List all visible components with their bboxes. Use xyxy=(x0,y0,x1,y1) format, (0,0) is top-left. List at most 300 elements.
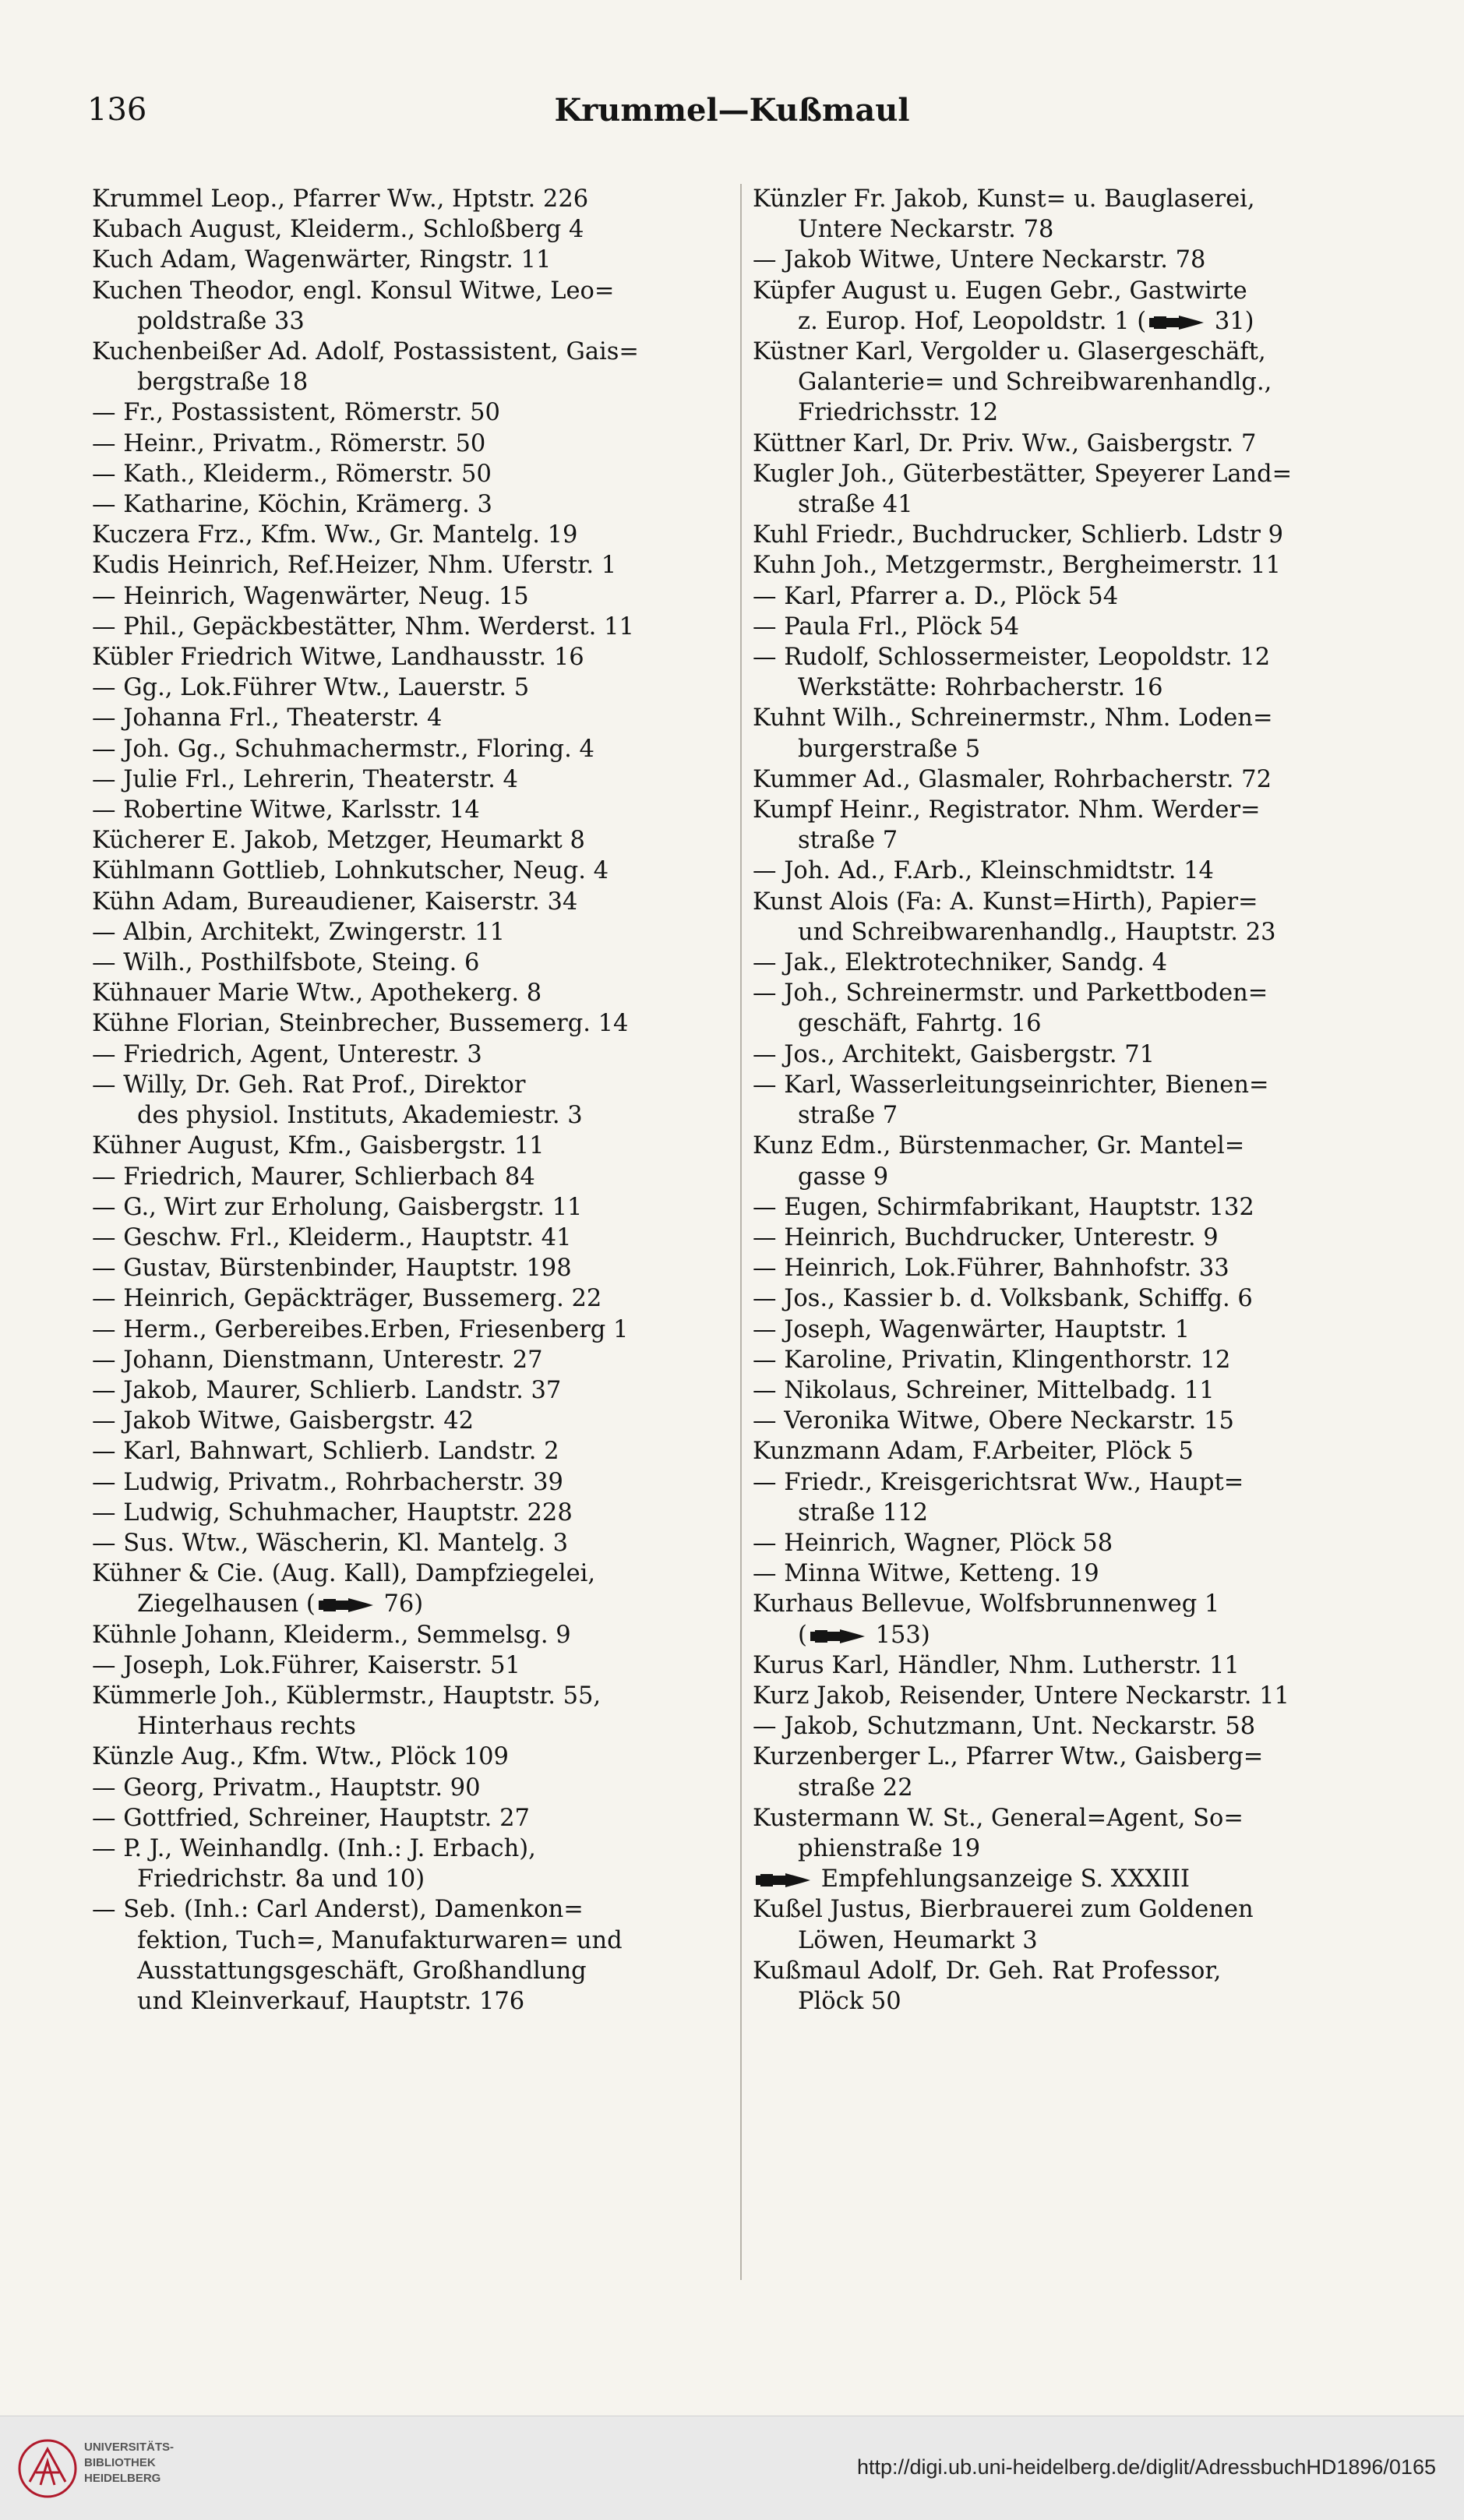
directory-entry xyxy=(92,1162,731,1192)
entry-text: — Fr., Postassistent, Römerstr. 50 xyxy=(92,399,500,427)
left-column xyxy=(92,184,731,2017)
directory-entry xyxy=(92,337,731,397)
entry-line xyxy=(753,1589,1392,1619)
entry-line xyxy=(753,520,1392,550)
entry-line xyxy=(753,1039,1392,1070)
directory-entry xyxy=(92,214,731,245)
entry-line xyxy=(753,1345,1392,1375)
directory-entry xyxy=(92,1558,731,1619)
entry-text: — Karl, Pfarrer a. D., Plöck 54 xyxy=(753,582,1119,610)
entry-text: — G., Wirt zur Erholung, Gaisbergstr. 11 xyxy=(92,1193,583,1221)
entry-text: — Rudolf, Schlossermeister, Leopoldstr. 12 xyxy=(753,644,1271,672)
entry-line xyxy=(753,612,1392,642)
entry-text: — Johanna Frl., Theaterstr. 4 xyxy=(92,704,443,732)
entry-text: Kühlmann Gottlieb, Lohnkutscher, Neug. 4 xyxy=(92,857,609,885)
directory-entry xyxy=(753,1223,1392,1253)
entry-text: Plöck 50 xyxy=(798,1987,901,2015)
entry-text: Kücherer E. Jakob, Metzger, Heumarkt 8 xyxy=(92,827,585,855)
entry-continuation-line xyxy=(753,734,1392,764)
source-url-link[interactable]: http://digi.ub.uni-heidelberg.de/diglit/AdressbuchHD1896/0165 xyxy=(856,2455,1436,2479)
directory-entry xyxy=(92,1436,731,1466)
directory-entry xyxy=(92,825,731,856)
entry-text: Hinterhaus rechts xyxy=(137,1713,356,1741)
directory-entry xyxy=(92,550,731,581)
entry-text: Küpfer August u. Eugen Gebr., Gastwirte xyxy=(753,277,1247,305)
library-name-line: BIBLIOTHEK xyxy=(84,2456,156,2469)
directory-entry xyxy=(92,1253,731,1283)
entry-text: — Eugen, Schirmfabrikant, Hauptstr. 132 xyxy=(753,1193,1254,1221)
entry-line xyxy=(92,1742,731,1772)
directory-entry xyxy=(92,612,731,642)
pointing-hand-icon xyxy=(809,1628,866,1645)
entry-text: — Nikolaus, Schreiner, Mittelbadg. 11 xyxy=(753,1376,1215,1404)
entry-text: — Gustav, Bürstenbinder, Hauptstr. 198 xyxy=(92,1255,572,1283)
directory-entry xyxy=(92,1406,731,1436)
entry-continuation-line xyxy=(753,1773,1392,1803)
entry-continuation-line xyxy=(92,1864,731,1894)
entry-text: straße 7 xyxy=(798,827,898,855)
entry-text: Kuhl Friedr., Buchdrucker, Schlierb. Ldstr 9 xyxy=(753,521,1284,549)
entry-text: z. Europ. Hof, Leopoldstr. 1 ( xyxy=(798,307,1147,335)
directory-entry xyxy=(753,276,1392,337)
directory-entry xyxy=(92,1773,731,1803)
entry-line xyxy=(753,948,1392,978)
entry-continuation-line xyxy=(92,367,731,397)
entry-text: Friedrichsstr. 12 xyxy=(798,399,999,427)
directory-entry xyxy=(753,429,1392,459)
entry-text: — Katharine, Köchin, Krämerg. 3 xyxy=(92,491,492,519)
directory-entry xyxy=(92,1283,731,1314)
entry-text: und Schreibwarenhandlg., Hauptstr. 23 xyxy=(798,918,1276,946)
directory-entry xyxy=(753,550,1392,581)
entry-text: — Karoline, Privatin, Klingenthorstr. 12 xyxy=(753,1346,1231,1374)
directory-entry xyxy=(92,1834,731,1894)
entry-text: — Karl, Bahnwart, Schlierb. Landstr. 2 xyxy=(92,1438,559,1466)
entry-text: — Sus. Wtw., Wäscherin, Kl. Mantelg. 3 xyxy=(92,1529,568,1557)
entry-text: Friedrichstr. 8a und 10) xyxy=(137,1865,425,1894)
entry-continuation-line xyxy=(753,489,1392,520)
entry-line xyxy=(92,1345,731,1375)
footer-bar xyxy=(0,2416,1464,2520)
directory-entry xyxy=(92,397,731,428)
entry-text: und Kleinverkauf, Hauptstr. 176 xyxy=(137,1987,525,2015)
entry-line xyxy=(753,1650,1392,1681)
library-name-line: HEIDELBERG xyxy=(84,2472,161,2485)
directory-entry xyxy=(92,489,731,520)
entry-text: Empfehlungsanzeige S. XXXIII xyxy=(813,1865,1191,1894)
entry-line xyxy=(92,337,731,367)
directory-entry xyxy=(92,581,731,612)
entry-line xyxy=(92,214,731,245)
entry-line xyxy=(753,1375,1392,1406)
entry-line xyxy=(92,1894,731,1925)
entry-line xyxy=(92,276,731,306)
entry-text: — Jos., Kassier b. d. Volksbank, Schiffg. 6 xyxy=(753,1285,1253,1313)
directory-entry xyxy=(753,1375,1392,1406)
directory-entry xyxy=(92,795,731,825)
entry-line xyxy=(753,1192,1392,1223)
entry-line xyxy=(92,1008,731,1039)
entry-text: straße 22 xyxy=(798,1774,913,1802)
entry-line xyxy=(92,764,731,795)
entry-text: — Heinrich, Lok.Führer, Bahnhofstr. 33 xyxy=(753,1255,1229,1283)
directory-entry xyxy=(753,703,1392,764)
entry-text: Küstner Karl, Vergolder u. Glasergeschäft, xyxy=(753,338,1266,366)
directory-entry xyxy=(753,1070,1392,1131)
entry-text: Künzle Aug., Kfm. Wtw., Plöck 109 xyxy=(92,1743,509,1771)
page-title: Krummel—Kußmaul xyxy=(554,92,910,129)
directory-entry xyxy=(753,1406,1392,1436)
directory-entry xyxy=(753,1956,1392,2017)
entry-line xyxy=(92,1375,731,1406)
entry-line xyxy=(753,1253,1392,1283)
directory-entry xyxy=(92,1039,731,1070)
entry-line xyxy=(92,459,731,489)
entry-text: Kühner August, Kfm., Gaisbergstr. 11 xyxy=(92,1132,545,1160)
entry-text: — Jakob, Maurer, Schlierb. Landstr. 37 xyxy=(92,1376,562,1404)
entry-line xyxy=(92,978,731,1008)
entry-line xyxy=(753,276,1392,306)
entry-line xyxy=(92,550,731,581)
entry-text: Kunzmann Adam, F.Arbeiter, Plöck 5 xyxy=(753,1438,1194,1466)
directory-entry xyxy=(753,1283,1392,1314)
directory-entry xyxy=(92,276,731,337)
entry-line xyxy=(753,887,1392,917)
directory-entry xyxy=(753,1345,1392,1375)
directory-entry xyxy=(753,1742,1392,1802)
entry-line xyxy=(92,1834,731,1864)
entry-line xyxy=(92,581,731,612)
directory-entry xyxy=(753,764,1392,795)
directory-entry xyxy=(753,1528,1392,1558)
entry-continuation-line xyxy=(753,367,1392,397)
entry-text: — Gottfried, Schreiner, Hauptstr. 27 xyxy=(92,1804,530,1832)
entry-line xyxy=(92,1131,731,1161)
directory-entry xyxy=(92,1650,731,1681)
entry-line xyxy=(753,1406,1392,1436)
entry-line xyxy=(753,1681,1392,1711)
directory-entry xyxy=(753,978,1392,1039)
entry-text: Kustermann W. St., General=Agent, So= xyxy=(753,1804,1244,1832)
entry-line xyxy=(753,245,1392,275)
entry-line xyxy=(92,672,731,703)
entry-line xyxy=(753,1742,1392,1772)
directory-entry xyxy=(92,1681,731,1742)
entry-continuation-line xyxy=(753,1100,1392,1131)
entry-text: Kühn Adam, Bureaudiener, Kaiserstr. 34 xyxy=(92,888,578,916)
entry-text: — Albin, Architekt, Zwingerstr. 11 xyxy=(92,918,505,946)
directory-entry xyxy=(92,978,731,1008)
entry-text: poldstraße 33 xyxy=(137,307,305,335)
entry-line xyxy=(753,1070,1392,1100)
entry-text: — Phil., Gepäckbestätter, Nhm. Werderst. 11 xyxy=(92,612,634,641)
entry-text: — Joh., Schreinermstr. und Parkettboden= xyxy=(753,979,1268,1008)
directory-entry xyxy=(92,429,731,459)
entry-text: — Joseph, Wagenwärter, Hauptstr. 1 xyxy=(753,1315,1191,1343)
entry-text: — Kath., Kleiderm., Römerstr. 50 xyxy=(92,460,492,488)
directory-entry xyxy=(753,337,1392,429)
entry-line xyxy=(92,887,731,917)
entry-continuation-line xyxy=(753,397,1392,428)
entry-continuation-line xyxy=(92,1589,731,1619)
directory-entry xyxy=(753,1253,1392,1283)
entry-continuation-line xyxy=(753,1162,1392,1192)
entry-text: Kuhn Joh., Metzgermstr., Bergheimerstr. 11 xyxy=(753,552,1281,580)
entry-text: phienstraße 19 xyxy=(798,1834,981,1862)
entry-text: bergstraße 18 xyxy=(137,369,309,397)
directory-entry xyxy=(92,1070,731,1131)
directory-entry xyxy=(92,1008,731,1039)
directory-entry xyxy=(92,520,731,550)
entry-continuation-line xyxy=(753,214,1392,245)
directory-entry xyxy=(753,520,1392,550)
directory-entry xyxy=(753,1681,1392,1711)
entry-text: Kudis Heinrich, Ref.Heizer, Nhm. Uferstr. 1 xyxy=(92,552,617,580)
entry-text: geschäft, Fahrtg. 16 xyxy=(798,1010,1042,1038)
entry-text: Galanterie= und Schreibwarenhandlg., xyxy=(798,369,1272,397)
entry-line xyxy=(753,1315,1392,1345)
entry-line xyxy=(753,1131,1392,1161)
entry-text: Ziegelhausen ( xyxy=(137,1590,316,1618)
directory-entry xyxy=(92,887,731,917)
entry-line xyxy=(92,1192,731,1223)
directory-entry xyxy=(753,612,1392,642)
directory-entry xyxy=(92,1375,731,1406)
entry-line xyxy=(92,1498,731,1528)
entry-line xyxy=(92,1650,731,1681)
entry-line xyxy=(753,1528,1392,1558)
entry-line xyxy=(92,1436,731,1466)
entry-line xyxy=(753,1711,1392,1742)
entry-text: Werkstätte: Rohrbacherstr. 16 xyxy=(798,674,1163,702)
directory-entry xyxy=(753,1436,1392,1466)
entry-text: des physiol. Instituts, Akademiestr. 3 xyxy=(137,1102,583,1130)
directory-entry xyxy=(753,1558,1392,1589)
entry-line xyxy=(92,948,731,978)
entry-line xyxy=(92,184,731,214)
entry-text: — Jakob, Schutzmann, Unt. Neckarstr. 58 xyxy=(753,1713,1256,1741)
directory-entry xyxy=(92,245,731,275)
entry-line xyxy=(92,1223,731,1253)
directory-entry xyxy=(753,795,1392,856)
entry-continuation-line xyxy=(92,1100,731,1131)
entry-line xyxy=(753,1283,1392,1314)
entry-text: — Seb. (Inh.: Carl Anderst), Damenkon= xyxy=(92,1896,584,1924)
entry-continuation-line xyxy=(92,306,731,337)
entry-line xyxy=(92,1039,731,1070)
entry-line xyxy=(92,825,731,856)
directory-entry xyxy=(753,1803,1392,1864)
entry-line xyxy=(92,397,731,428)
entry-line xyxy=(753,550,1392,581)
entry-text: Kummer Ad., Glasmaler, Rohrbacherstr. 72 xyxy=(753,765,1272,793)
entry-line xyxy=(753,642,1392,672)
entry-line xyxy=(753,581,1392,612)
library-name xyxy=(84,2440,174,2486)
pointing-hand-icon xyxy=(754,1872,812,1889)
entry-line xyxy=(92,1283,731,1314)
entry-text: — Joh. Gg., Schuhmachermstr., Floring. 4 xyxy=(92,735,594,763)
entry-text: Kuchenbeißer Ad. Adolf, Postassistent, Gais= xyxy=(92,338,639,366)
directory-entry xyxy=(92,917,731,948)
directory-entry xyxy=(92,1803,731,1834)
directory-entry xyxy=(753,856,1392,886)
entry-text: Kuhnt Wilh., Schreinermstr., Nhm. Loden= xyxy=(753,704,1273,732)
entry-continuation-line xyxy=(92,1925,731,1956)
directory-entry xyxy=(753,245,1392,275)
entry-text: — Karl, Wasserleitungseinrichter, Bienen= xyxy=(753,1071,1269,1099)
directory-entry xyxy=(92,184,731,214)
entry-text: — Friedrich, Maurer, Schlierbach 84 xyxy=(92,1163,535,1191)
entry-text: — Heinr., Privatm., Römerstr. 50 xyxy=(92,429,486,457)
entry-line xyxy=(92,245,731,275)
entry-continuation-line xyxy=(92,1711,731,1742)
entry-continuation-line xyxy=(753,1986,1392,2017)
entry-text: fektion, Tuch=, Manufakturwaren= und xyxy=(137,1926,623,1954)
entry-text: Untere Neckarstr. 78 xyxy=(798,216,1054,244)
entry-text: — Julie Frl., Lehrerin, Theaterstr. 4 xyxy=(92,765,518,793)
directory-entry xyxy=(753,459,1392,520)
directory-entry xyxy=(753,1192,1392,1223)
entry-line xyxy=(92,856,731,886)
directory-entry xyxy=(92,1315,731,1345)
entry-line xyxy=(753,764,1392,795)
entry-text: — Georg, Privatm., Hauptstr. 90 xyxy=(92,1774,481,1802)
directory-entry xyxy=(92,948,731,978)
entry-line xyxy=(92,1803,731,1834)
entry-line xyxy=(753,1803,1392,1834)
directory-entry xyxy=(753,184,1392,245)
entry-text: Ausstattungsgeschäft, Großhandlung xyxy=(137,1957,587,1985)
directory-entry xyxy=(753,1650,1392,1681)
entry-text: ( xyxy=(798,1621,807,1649)
entry-line xyxy=(753,1223,1392,1253)
directory-entry xyxy=(92,1528,731,1558)
entry-continuation-line xyxy=(753,672,1392,703)
entry-continuation-line xyxy=(753,1498,1392,1528)
entry-text: — Paula Frl., Plöck 54 xyxy=(753,612,1020,641)
entry-line xyxy=(753,429,1392,459)
entry-line xyxy=(92,1558,731,1589)
entry-text: — Friedr., Kreisgerichtsrat Ww., Haupt= xyxy=(753,1468,1244,1496)
entry-text: — Veronika Witwe, Obere Neckarstr. 15 xyxy=(753,1407,1234,1435)
entry-text: — Heinrich, Buchdrucker, Unterestr. 9 xyxy=(753,1223,1219,1251)
entry-text: Kühne Florian, Steinbrecher, Bussemerg. 14 xyxy=(92,1010,629,1038)
entry-text: straße 112 xyxy=(798,1498,929,1526)
entry-text: 31) xyxy=(1207,307,1254,335)
entry-line xyxy=(753,1436,1392,1466)
entry-line xyxy=(92,1773,731,1803)
page-number: 136 xyxy=(87,92,147,128)
entry-text: Kunz Edm., Bürstenmacher, Gr. Mantel= xyxy=(753,1132,1245,1160)
entry-text: — P. J., Weinhandlg. (Inh.: J. Erbach), xyxy=(92,1834,536,1862)
entry-line xyxy=(753,1894,1392,1925)
entry-text: Kumpf Heinr., Registrator. Nhm. Werder= xyxy=(753,796,1261,824)
entry-text: Kühnle Johann, Kleiderm., Semmelsg. 9 xyxy=(92,1621,571,1649)
entry-text: Kurz Jakob, Reisender, Untere Neckarstr. 11 xyxy=(753,1682,1289,1710)
directory-entry xyxy=(753,1864,1392,1894)
entry-text: Kuchen Theodor, engl. Konsul Witwe, Leo= xyxy=(92,277,615,305)
entry-text: Kühner & Cie. (Aug. Kall), Dampfziegelei, xyxy=(92,1560,596,1588)
entry-line xyxy=(92,612,731,642)
entry-line xyxy=(753,856,1392,886)
directory-entry xyxy=(753,1467,1392,1528)
right-column xyxy=(753,184,1392,2017)
entry-text: — Heinrich, Wagner, Plöck 58 xyxy=(753,1529,1113,1557)
entry-line xyxy=(753,1558,1392,1589)
entry-line xyxy=(92,917,731,948)
entry-continuation-line xyxy=(753,917,1392,948)
entry-text: — Joh. Ad., F.Arb., Kleinschmidtstr. 14 xyxy=(753,857,1214,885)
directory-entry xyxy=(92,856,731,886)
entry-text: — Ludwig, Schuhmacher, Hauptstr. 228 xyxy=(92,1498,573,1526)
entry-line xyxy=(92,1528,731,1558)
directory-entry xyxy=(753,1589,1392,1650)
entry-text: — Jakob Witwe, Gaisbergstr. 42 xyxy=(92,1407,474,1435)
entry-text: gasse 9 xyxy=(798,1163,889,1191)
entry-line xyxy=(753,978,1392,1008)
entry-text: — Friedrich, Agent, Unterestr. 3 xyxy=(92,1040,482,1068)
directory-entry xyxy=(92,1345,731,1375)
entry-line xyxy=(753,1956,1392,1986)
entry-text: straße 7 xyxy=(798,1102,898,1130)
directory-entry xyxy=(92,1467,731,1498)
directory-entry xyxy=(92,1498,731,1528)
directory-entry xyxy=(92,1742,731,1772)
entry-text: 76) xyxy=(376,1590,424,1618)
entry-line xyxy=(92,1406,731,1436)
entry-line xyxy=(92,1467,731,1498)
directory-entry xyxy=(92,642,731,672)
library-name-line: UNIVERSITÄTS- xyxy=(84,2441,175,2454)
entry-line xyxy=(753,1467,1392,1498)
entry-line xyxy=(92,489,731,520)
entry-line xyxy=(92,642,731,672)
entry-continuation-line xyxy=(753,1620,1392,1650)
entry-line xyxy=(92,520,731,550)
entry-text: 153) xyxy=(867,1621,930,1649)
entry-continuation-line xyxy=(92,1956,731,1986)
directory-entry xyxy=(753,1711,1392,1742)
entry-line xyxy=(753,459,1392,489)
directory-entry xyxy=(753,642,1392,703)
column-divider xyxy=(740,184,742,2280)
entry-line xyxy=(92,1315,731,1345)
directory-entry xyxy=(92,734,731,764)
entry-text: — Heinrich, Gepäckträger, Bussemerg. 22 xyxy=(92,1285,602,1313)
directory-entry xyxy=(92,1131,731,1161)
entry-text: — Heinrich, Wagenwärter, Neug. 15 xyxy=(92,582,529,610)
entry-text: Kübler Friedrich Witwe, Landhausstr. 16 xyxy=(92,644,584,672)
entry-line xyxy=(92,703,731,733)
directory-entry xyxy=(92,703,731,733)
entry-text: — Jak., Elektrotechniker, Sandg. 4 xyxy=(753,949,1168,977)
entry-text: — Minna Witwe, Ketteng. 19 xyxy=(753,1560,1099,1588)
directory-entry xyxy=(753,1315,1392,1345)
directory-entry xyxy=(92,1192,731,1223)
entry-line xyxy=(753,1864,1392,1894)
pointing-hand-icon xyxy=(317,1597,375,1614)
entry-line xyxy=(92,795,731,825)
entry-text: Kuczera Frz., Kfm. Ww., Gr. Mantelg. 19 xyxy=(92,521,578,549)
entry-line xyxy=(92,429,731,459)
entry-text: burgerstraße 5 xyxy=(798,735,981,763)
entry-text: — Willy, Dr. Geh. Rat Prof., Direktor xyxy=(92,1071,526,1099)
entry-text: — Geschw. Frl., Kleiderm., Hauptstr. 41 xyxy=(92,1223,572,1251)
entry-text: — Johann, Dienstmann, Unterestr. 27 xyxy=(92,1346,543,1374)
directory-entry xyxy=(92,672,731,703)
entry-line xyxy=(92,1681,731,1711)
